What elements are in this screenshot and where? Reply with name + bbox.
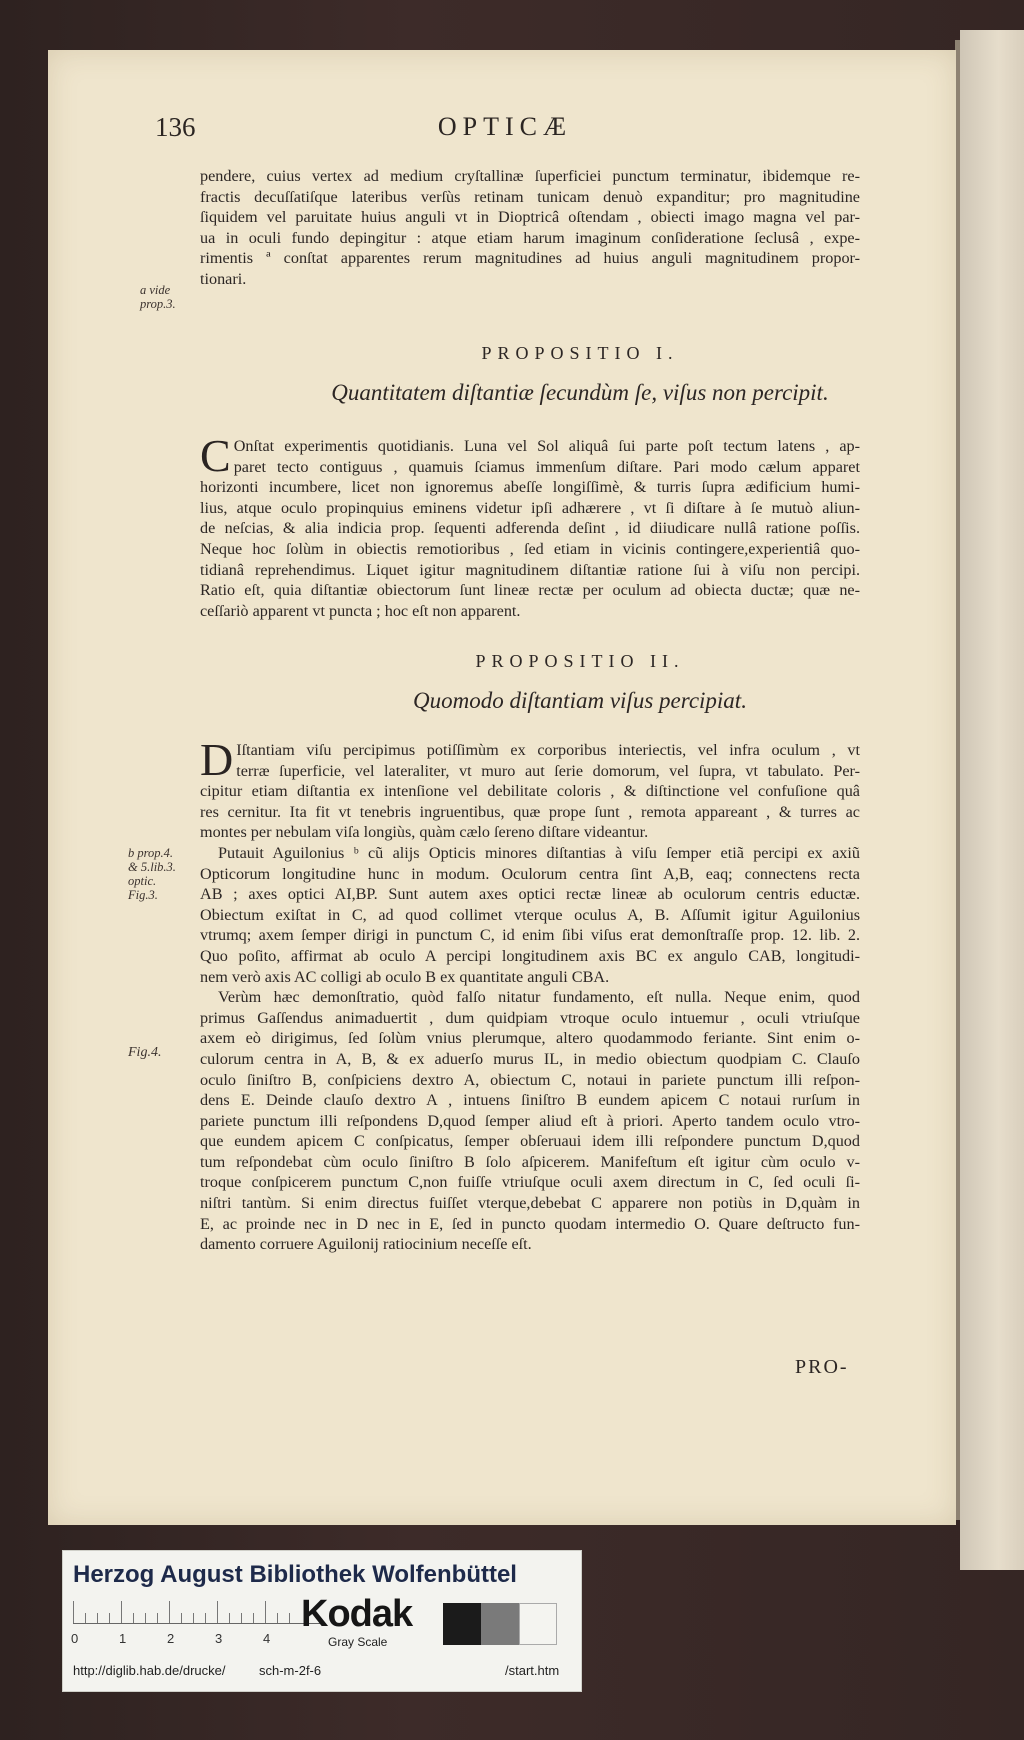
page-number: 136	[155, 112, 196, 142]
running-head: OPTICÆ	[437, 112, 573, 141]
text-line: Verùm hæc demonſtratio, quòd falſo nitatur fundamento, eſt nulla. Neque enim, quod	[218, 988, 860, 1007]
dropcap: C	[200, 430, 231, 481]
ruler-tick	[145, 1613, 146, 1623]
text-line: pariete punctum illi reſpondens D,quod ſemper aliud eſt à priori. Aperto tandem oculo vtro-	[200, 1111, 860, 1130]
library-name: Herzog August Bibliothek Wolfenbüttel	[73, 1561, 517, 1588]
ruler-tick	[241, 1613, 242, 1623]
gray-swatch-white	[519, 1603, 557, 1645]
margin-note-a: a vide prop.3.	[140, 283, 176, 311]
ruler-tick	[289, 1613, 290, 1623]
gray-swatch-mid	[481, 1603, 519, 1645]
ruler-tick	[133, 1613, 134, 1623]
text-line: tum reſpondebat cùm oculo ſiniſtro B ſolo aſpicerem. Manifeſtum eſt igitur cùm oculo v-	[200, 1152, 860, 1171]
text-line: de neſcias, & alia indicia prop. ſequenti adferenda deſint , id diiudicare nullâ ratione poſſis.	[200, 519, 860, 538]
ruler-tick	[109, 1613, 110, 1623]
ruler-tick	[205, 1613, 206, 1623]
text-line: primus Gaſſendus animaduertit , dum quidpiam vtroque oculo intuemur , oculi vtriuſque	[200, 1008, 860, 1027]
text-line: pendere, cuius vertex ad medium cryſtallinæ ſuperficiei punctum terminatur, ibidemque re-	[200, 167, 860, 185]
prop2-subtitle: Quomodo diſtantiam viſus percipiat.	[413, 688, 747, 713]
ruler-number: 2	[167, 1631, 175, 1646]
text-line: res cernitur. Ita fit vt tenebris ingruentibus, quæ prope ſunt , remota appareant , & turres ac	[200, 802, 860, 821]
text-line: Opticorum longitudine hunc in modum. Oculorum centra ſint A,B, eaq; connectens recta	[200, 864, 860, 883]
ruler-tick	[181, 1613, 182, 1623]
catchword: PRO-	[795, 1356, 849, 1378]
prop1-title: PROPOSITIO I.	[481, 343, 679, 363]
ruler-number: 4	[263, 1631, 271, 1646]
ruler-tick	[193, 1613, 194, 1623]
ruler-tick	[265, 1601, 266, 1623]
margin-note-b: b prop.4. & 5.lib.3. optic. Fig.3.	[128, 846, 176, 902]
text-line: nem verò axis AC colligi ab oculo B ex quantitate anguli CBA.	[200, 967, 610, 986]
text-line: Neque hoc ſolùm in obiectis remotioribus , ſed etiam in vicinis contingere,experientiâ quo-	[200, 539, 860, 558]
ruler-tick	[229, 1613, 230, 1623]
ruler	[73, 1601, 323, 1624]
text-line: rimentis ª conſtat apparentes rerum magnitudines ad huius anguli magnitudinem propor-	[200, 249, 860, 268]
text-line: tidianâ reprehendimus. Liquet igitur magnitudinem diſtantiæ ratione ſui à viſu non percipi.	[200, 560, 860, 579]
ruler-number: 0	[71, 1631, 79, 1646]
text-line: oculo ſiniſtro B, conſpiciens dextro A, obiectum C, notaui in pariete punctum illi reſpon-	[200, 1070, 860, 1089]
gray-swatch-black	[443, 1603, 481, 1645]
ruler-tick	[169, 1601, 170, 1623]
intro-paragraph	[200, 166, 860, 290]
text-line: ua in oculi fundo depingitur : atque etiam harum imaginum conſideratione ſeclusâ , expe-	[200, 228, 860, 247]
text-line: vtrumq; axem ſemper dirigi in punctum C, id enim ſibi viſus erat demonſtraſſe prop. 12. lib. 2.	[200, 926, 860, 945]
text-line: culorum centra in A, B, & ex aduerſo murus IL, in medio obiectum quodpiam C. Clauſo	[200, 1049, 860, 1068]
gray-scale-label: Gray Scale	[328, 1635, 388, 1649]
text-line: Onſtat experimentis quotidianis. Luna vel Sol aliquâ ſui parte poſt tectum latens , ap-	[233, 437, 860, 455]
prop2-paragraph	[200, 734, 860, 1255]
text-line: terræ ſuperficie, vel lateraliter, vt muro aut ſerie domorum, vel ſupra, vt tabulato. Per-	[236, 761, 860, 780]
page-header	[155, 112, 855, 152]
text-line: damento corruere Aguilonij ratiocinium neceſſe eſt.	[200, 1235, 532, 1254]
ruler-tick	[157, 1613, 158, 1623]
text-line: montes per nebulam viſa longiùs, quàm cælo ſereno diſtare videantur.	[200, 823, 649, 842]
text-line: fractis decuſſatiſque lateribus verſùs retinam tunicam denuò expanditur; pro magnitudine	[200, 187, 860, 206]
prop1-paragraph	[200, 430, 860, 621]
text-line: niſtri tantùm. Si enim directus fuiſſet vterque,debebat C apparere non potiùs in D,quàm in	[200, 1194, 860, 1213]
margin-note-fig4: Fig.4.	[128, 1045, 162, 1060]
dropcap: D	[200, 734, 234, 785]
text-line: Obiectum exiſtat in C, ad quod collimet vterque oculus A, B. Aſſumit igitur Aguilonius	[200, 905, 860, 924]
text-line: dens E. Deinde clauſo dextro A , intuens ſiniſtro B eundem apicem C notaui rurſum in	[200, 1091, 860, 1110]
text-line: tionari.	[200, 269, 247, 288]
text-line: horizonti incumbere, licet non ignoremus abeſſe longiſſimè, & turris ſupra ædificium humi-	[200, 478, 860, 497]
ruler-tick	[97, 1613, 98, 1623]
prop1-subtitle: Quantitatem diſtantiæ ſecundùm ſe, viſus non percipit.	[331, 380, 829, 405]
text-line: axem eò dirigimus, ſed ſolùm vnius plerumque, altero quodammodo feriante. Sint enim o-	[200, 1029, 860, 1048]
kodak-logo: Kodak	[301, 1593, 413, 1635]
ruler-tick	[277, 1613, 278, 1623]
ruler-tick	[121, 1601, 122, 1623]
text-line: E, ac proinde nec in D nec in E, ſed in puncto quodam intermedio O. Quare deſtructo fun-	[200, 1214, 860, 1233]
facing-page	[960, 30, 1024, 1570]
prop2-title: PROPOSITIO II.	[475, 651, 685, 671]
text-line: ceſſariò apparent vt puncta ; hoc eſt non apparent.	[200, 601, 521, 620]
ruler-tick	[85, 1613, 86, 1623]
text-line: Putauit Aguilonius ᵇ cũ alijs Opticis minores diſtantias à viſu ſemper etiã percipi ex axiũ	[218, 843, 860, 862]
ruler-tick	[73, 1601, 74, 1623]
url-part: sch-m-2f-6	[259, 1663, 322, 1678]
text-line: AB ; axes optici AI,BP. Sunt autem axes optici rectæ lineæ ab oculorum centris eductæ.	[200, 885, 860, 904]
text-line: ſiquidem vel paruitate huius anguli vt in Dioptricâ oſtendam , obiecti imago magna vel par-	[200, 208, 860, 227]
color-target	[62, 1550, 582, 1692]
ruler-number: 1	[119, 1631, 127, 1646]
text-line: Iſtantiam viſu percipimus potiſſimùm ex corporibus interiectis, vel infra oculum , vt	[236, 741, 860, 759]
text-line: que eundem apicem C conſpicatus, ſemper obſeruaui idem illi reſpondere punctum D,quod	[200, 1132, 860, 1151]
ruler-number: 3	[215, 1631, 223, 1646]
text-line: Ratio eſt, quia diſtantiæ obiectorum ſunt lineæ rectæ per oculum ad obiecta ductæ; quæ ne-	[200, 581, 860, 600]
text-line: Quo poſito, affirmat ab oculo A percipi longitudinem axis BC ex angulo CAB, longitudi-	[200, 946, 860, 965]
text-line: cipitur etiam diſtantia ex intenſione vel debilitate coloris , & diſtinctione vel confuſione quâ	[200, 782, 860, 801]
text-line: paret tecto contiguus , quamuis ſciamus immenſum diſtare. Pari modo cælum apparet	[233, 457, 860, 476]
text-line: lius, atque oculo propinquius eminens videtur ipſi adhærere , vt ſi diſtare à ſe mutuò aliun-	[200, 498, 860, 517]
ruler-tick	[217, 1601, 218, 1623]
text-line: troque conſpicerem punctum C,non fuiſſe vtriuſque oculi axem directum in C, ſed oculi ſi-	[200, 1173, 860, 1192]
ruler-tick	[253, 1613, 254, 1623]
url-part: /start.htm	[505, 1663, 560, 1678]
url-part: http://diglib.hab.de/drucke/	[73, 1663, 226, 1678]
